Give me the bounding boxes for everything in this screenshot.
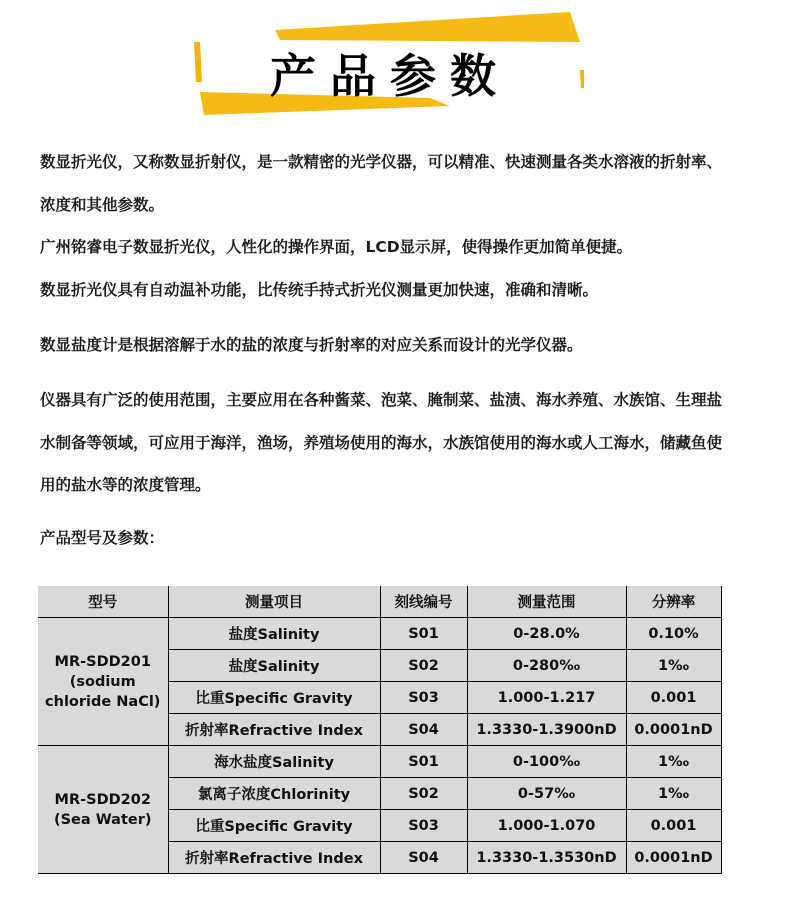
- model-desc: (Sea Water): [53, 811, 152, 828]
- code-cell: S03: [380, 682, 467, 714]
- model-cell: [38, 746, 168, 874]
- model-desc: (sodium: [69, 673, 136, 690]
- resolution-cell: 1‰: [626, 778, 721, 810]
- feature-paragraph: 数显折光仪具有自动温补功能，比传统手持式折光仪测量更加快速，准确和清晰。: [40, 281, 599, 299]
- range-cell: 1.3330-1.3900nD: [467, 714, 626, 746]
- application-paragraph-line: 用的盐水等的浓度管理。: [40, 476, 211, 494]
- model-desc: chloride NaCl): [45, 693, 161, 710]
- code-cell: S01: [380, 746, 467, 778]
- code-cell: S03: [380, 810, 467, 842]
- code-cell: S04: [380, 714, 467, 746]
- resolution-cell: 1‰: [626, 650, 721, 682]
- intro-paragraph-line: 数显折光仪，又称数显折射仪，是一款精密的光学仪器，可以精准、快速测量各类水溶液的折射率、: [40, 153, 723, 171]
- item-cell: 比重Specific Gravity: [168, 682, 380, 714]
- table-row: [38, 618, 721, 650]
- resolution-cell: 0.0001nD: [626, 714, 721, 746]
- spec-table: [38, 586, 722, 874]
- item-cell: 海水盐度Salinity: [168, 746, 380, 778]
- range-cell: 0-100‰: [467, 746, 626, 778]
- model-name: MR-SDD202: [54, 791, 151, 808]
- header-item: 测量项目: [168, 586, 380, 618]
- resolution-cell: 0.10%: [626, 618, 721, 650]
- code-cell: S01: [380, 618, 467, 650]
- header-resolution: 分辨率: [626, 586, 721, 618]
- item-cell: 盐度Salinity: [168, 618, 380, 650]
- range-cell: 1.3330-1.3530nD: [467, 842, 626, 874]
- model-name: MR-SDD201: [54, 653, 151, 670]
- salinity-meter-description: 数显盐度计是根据溶解于水的盐的浓度与折射率的对应关系而设计的光学仪器。: [40, 336, 583, 354]
- page-title: 产品参数: [270, 49, 510, 103]
- range-cell: 1.000-1.217: [467, 682, 626, 714]
- header-model: 型号: [38, 586, 168, 618]
- table-header-row: [38, 586, 721, 618]
- range-cell: 0-28.0%: [467, 618, 626, 650]
- section-heading: 产品型号及参数：: [40, 529, 165, 547]
- code-cell: S02: [380, 778, 467, 810]
- application-paragraph-line: 水制备等领域，可应用于海洋，渔场，养殖场使用的海水，水族馆使用的海水或人工海水，储藏鱼使: [40, 434, 723, 452]
- range-cell: 0-57‰: [467, 778, 626, 810]
- item-cell: 氯离子浓度Chlorinity: [168, 778, 380, 810]
- resolution-cell: 1‰: [626, 746, 721, 778]
- range-cell: 1.000-1.070: [467, 810, 626, 842]
- item-cell: 折射率Refractive Index: [168, 714, 380, 746]
- table-row: [38, 746, 721, 778]
- application-paragraph-line: 仪器具有广泛的使用范围，主要应用在各种酱菜、泡菜、腌制菜、盐渍、海水养殖、水族馆、生理盐: [40, 391, 723, 409]
- range-cell: 0-280‰: [467, 650, 626, 682]
- header-range: 测量范围: [467, 586, 626, 618]
- resolution-cell: 0.0001nD: [626, 842, 721, 874]
- code-cell: S02: [380, 650, 467, 682]
- resolution-cell: 0.001: [626, 682, 721, 714]
- feature-paragraph: 广州铭睿电子数显折光仪，人性化的操作界面，LCD显示屏，使得操作更加简单便捷。: [40, 238, 633, 256]
- code-cell: S04: [380, 842, 467, 874]
- item-cell: 折射率Refractive Index: [168, 842, 380, 874]
- intro-paragraph-line: 浓度和其他参数。: [40, 196, 165, 214]
- title-banner: [180, 0, 600, 130]
- model-cell: [38, 618, 168, 746]
- header-code: 刻线编号: [380, 586, 467, 618]
- resolution-cell: 0.001: [626, 810, 721, 842]
- item-cell: 比重Specific Gravity: [168, 810, 380, 842]
- item-cell: 盐度Salinity: [168, 650, 380, 682]
